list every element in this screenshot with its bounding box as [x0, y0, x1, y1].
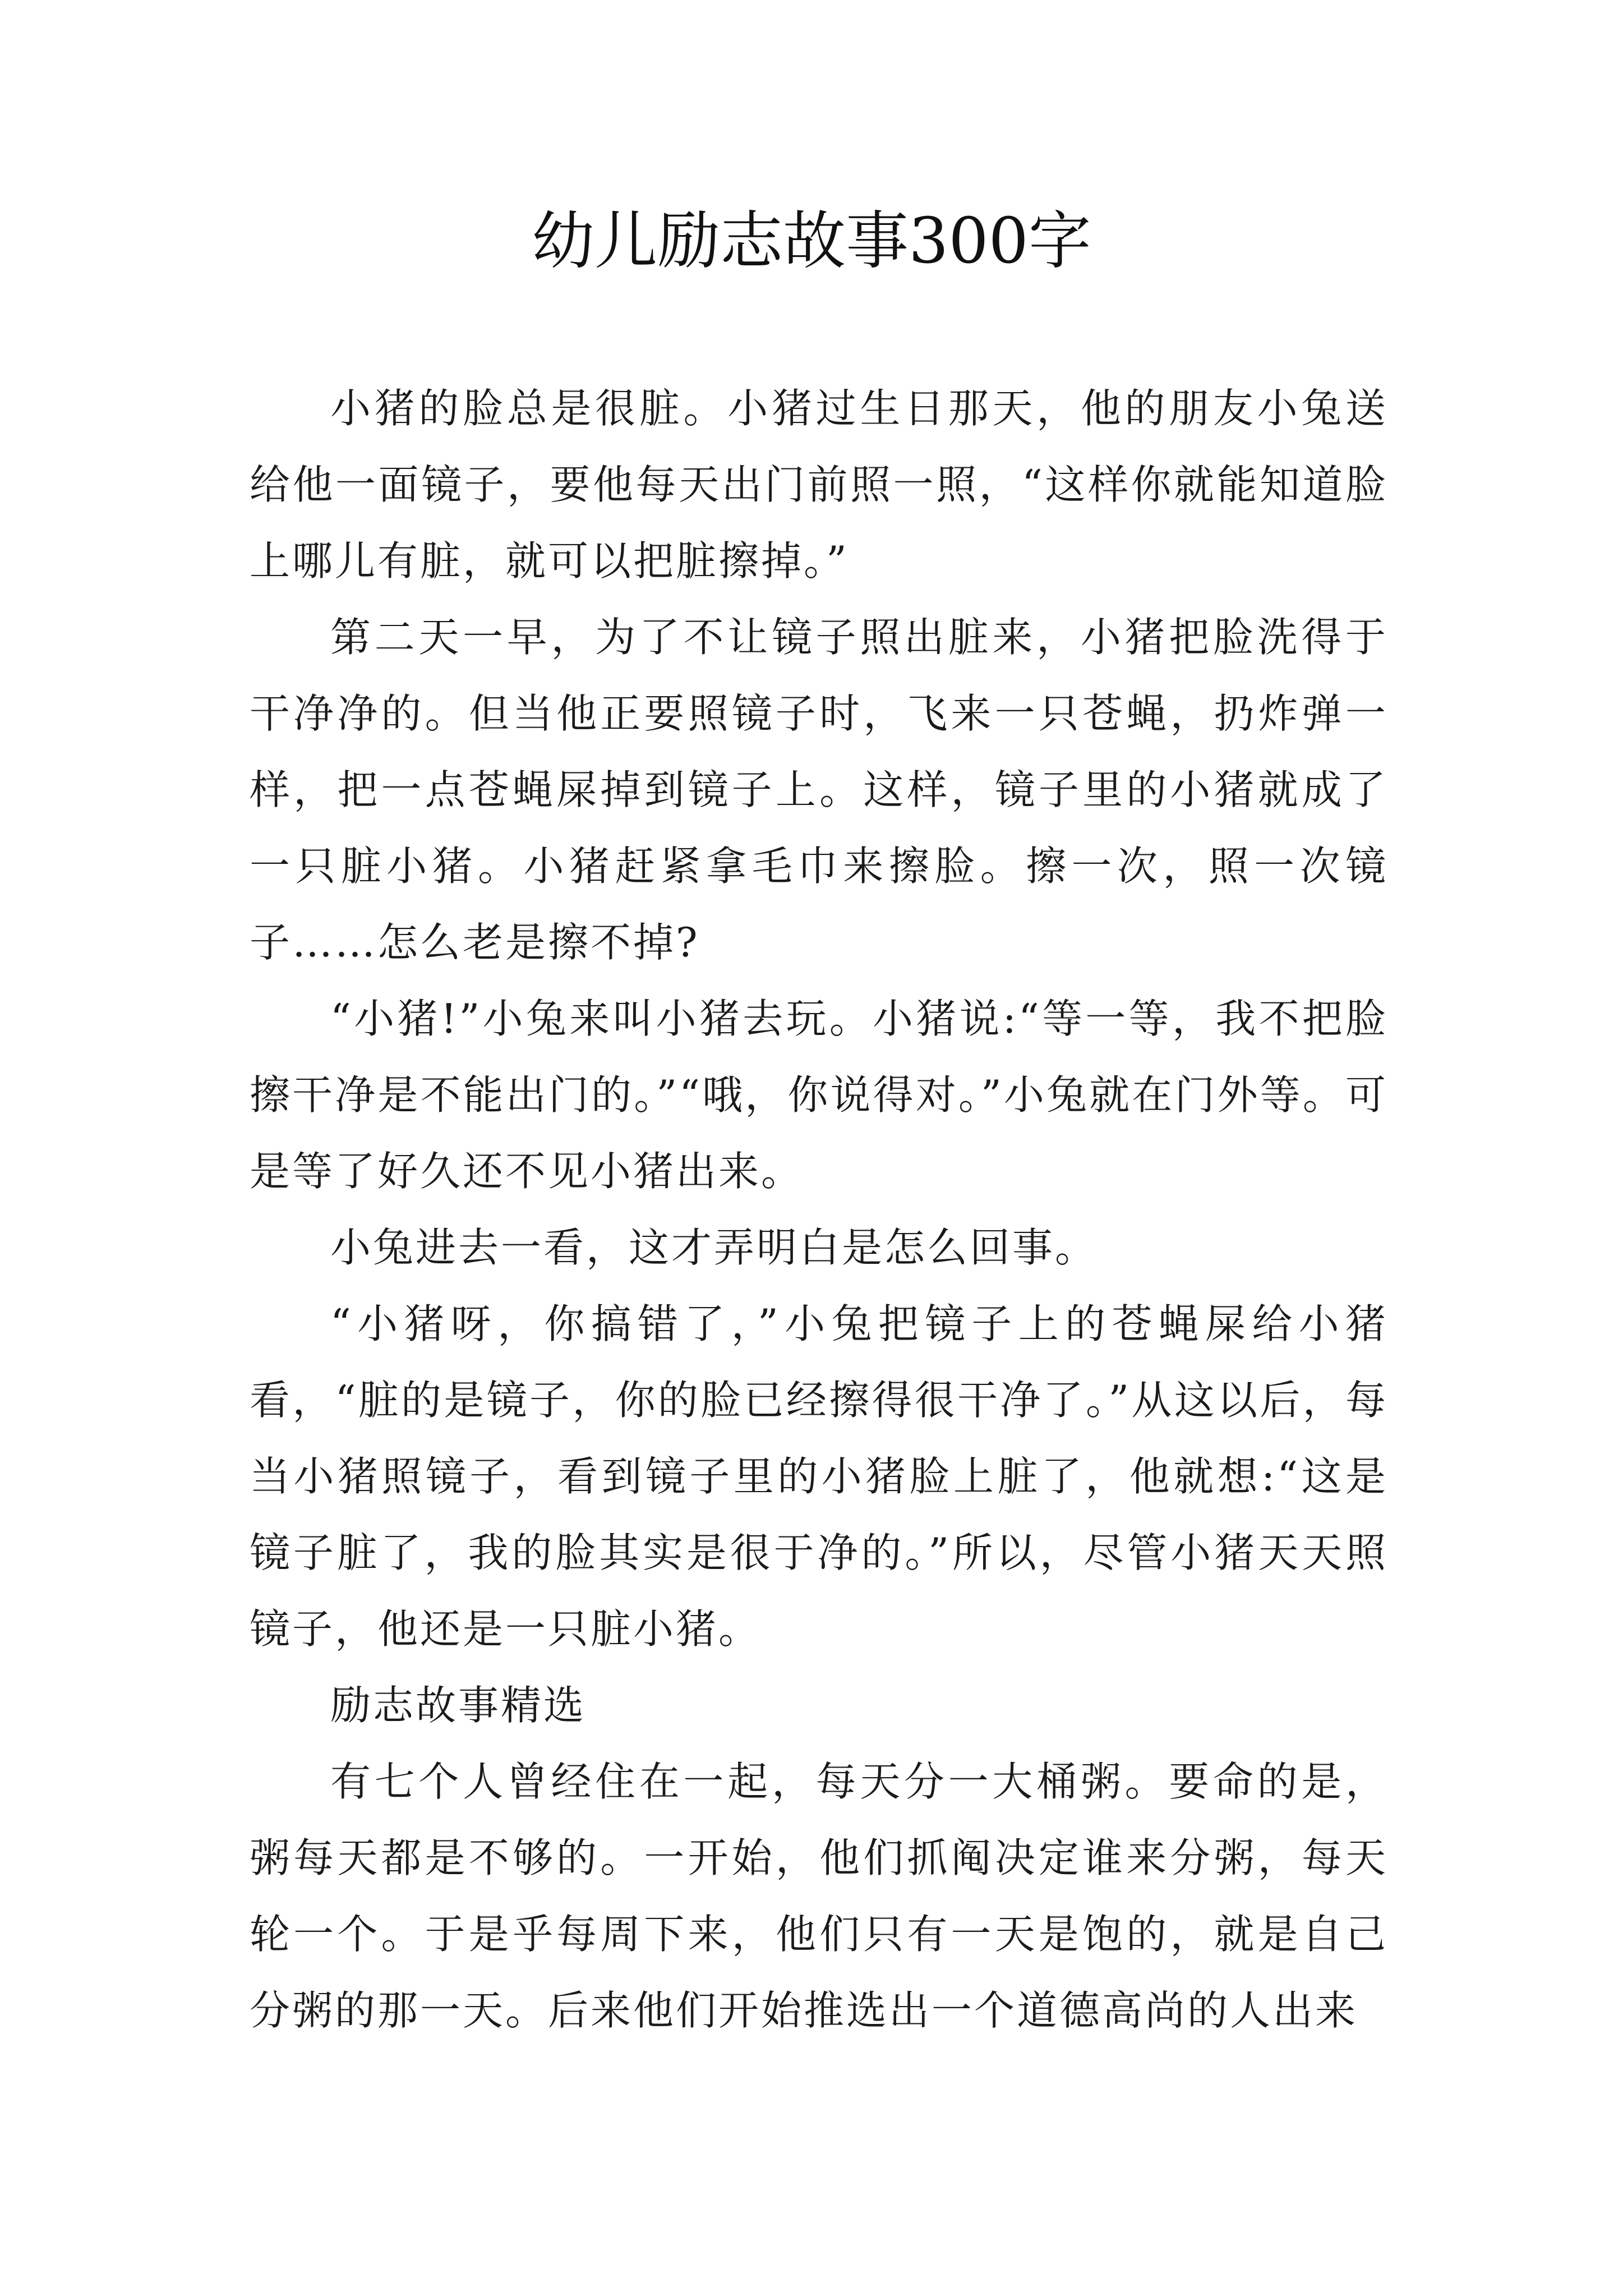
section-heading: 励志故事精选: [330, 1682, 587, 1729]
paragraph: “小猪!”小兔来叫小猪去玩。小猪说:“等一等，我不把脸擦干净是不能出门的。”“哦，你说得对。”小兔就在门外等。可是等了好久还不见小猪出来。: [250, 995, 1388, 1195]
paragraph: 第二天一早，为了不让镜子照出脏来，小猪把脸洗得于干净净的。但当他正要照镜子时，飞来一只苍蝇，扔炸弹一样，把一点苍蝇屎掉到镜子上。这样，镜子里的小猪就成了一只脏小猪。小猪赶紧拿毛巾来擦脸。擦一次，照一次镜子……怎么老是擦不掉?: [250, 614, 1388, 966]
document-title: 幼儿励志故事300字: [532, 205, 1091, 278]
document-body: [250, 370, 1388, 2049]
paragraph: 小猪的脸总是很脏。小猪过生日那天，他的朋友小兔送给他一面镜子，要他每天出门前照一照，“这样你就能知道脸上哪儿有脏，就可以把脏擦掉。”: [250, 385, 1388, 585]
paragraph: “小猪呀，你搞错了，”小兔把镜子上的苍蝇屎给小猪看，“脏的是镜子，你的脸已经擦得很干净了。”从这以后，每当小猪照镜子，看到镜子里的小猪脸上脏了，他就想:“这是镜子脏了，我的脸其实是很于净的。”所以，尽管小猪天天照镜子，他还是一只脏小猪。: [250, 1300, 1388, 1653]
paragraph: 小兔进去一看，这才弄明白是怎么回事。: [330, 1224, 1098, 1271]
paragraph: 有七个人曾经住在一起，每天分一大桶粥。要命的是，粥每天都是不够的。一开始，他们抓阄决定谁来分粥，每天轮一个。于是乎每周下来，他们只有一天是饱的，就是自己分粥的那一天。后来他们开始推选出一个道德高尚的人出来: [250, 1758, 1388, 2034]
